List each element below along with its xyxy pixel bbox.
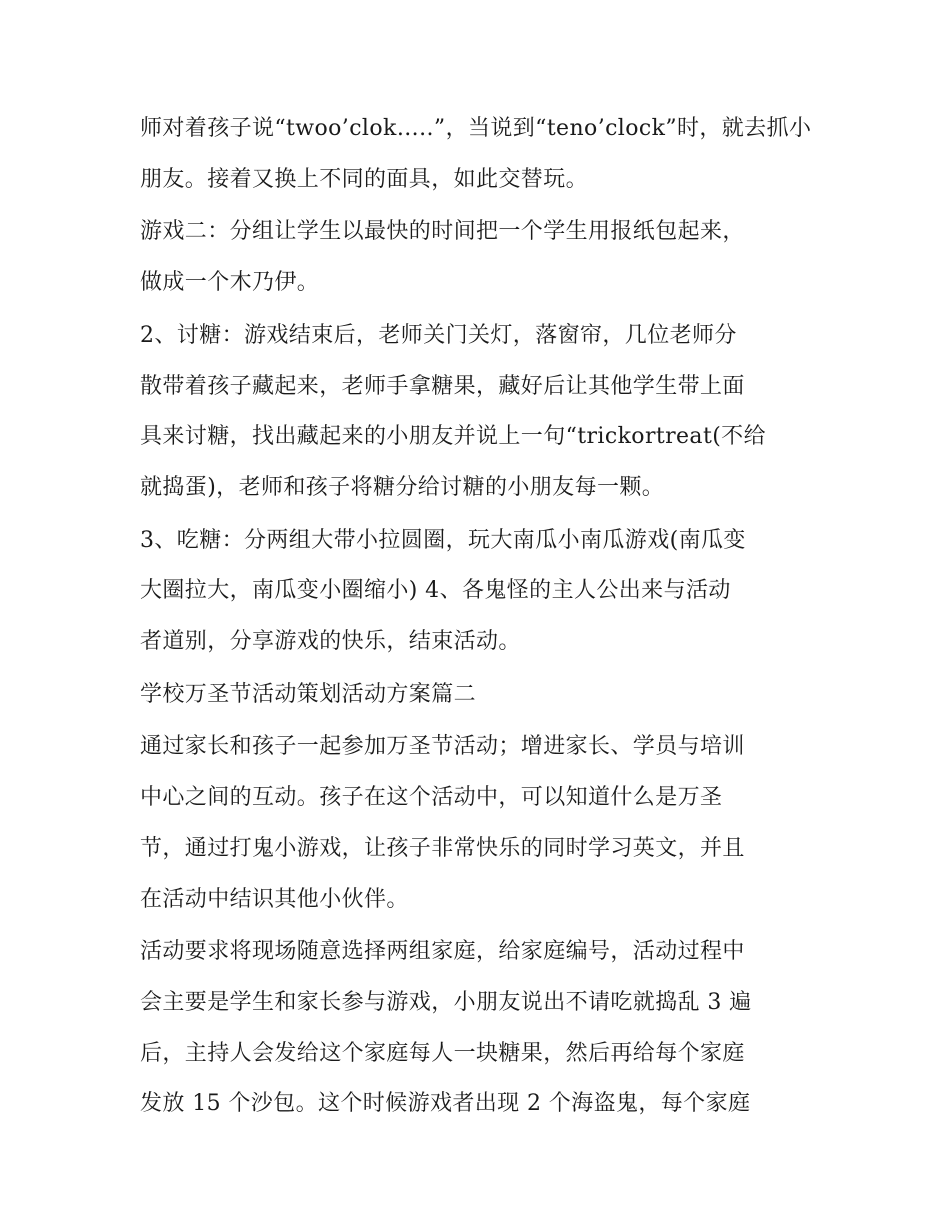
text-line: 在活动中结识其他小伙伴。 [140, 886, 409, 912]
section-heading [140, 670, 820, 721]
text-line: 2、讨糖：游戏结束后，老师关门关灯，落窗帘，几位老师分 [140, 322, 737, 348]
text-line: 者道别，分享游戏的快乐，结束活动。 [140, 629, 521, 655]
document-body [140, 104, 820, 1132]
text-line: 朋友。接着又换上不同的面具，如此交替玩。 [140, 166, 589, 192]
text-line: 散带着孩子藏起来，老师手拿糖果，藏好后让其他学生带上面 [140, 373, 745, 399]
paragraph-trick-or-treat [140, 311, 820, 514]
paragraph-purpose [140, 722, 820, 925]
paragraph-game-one-continued [140, 104, 820, 205]
section-title: 学校万圣节活动策划活动方案篇二 [140, 681, 477, 707]
text-line: 师对着孩子说“twoo’clok…..”，当说到“teno’clock”时，就去抓小 [140, 116, 812, 141]
text-line: 中心之间的互动。孩子在这个活动中，可以知道什么是万圣 [140, 785, 723, 811]
text-line: 会主要是学生和家长参与游戏，小朋友说出不请吃就捣乱 3 遍 [140, 989, 752, 1015]
text-line: 通过家长和孩子一起参加万圣节活动；增进家长、学员与培训 [140, 734, 745, 760]
text-line: 发放 15 个沙包。这个时候游戏者出现 2 个海盗鬼，每个家庭 [140, 1091, 751, 1117]
text-line: 具来讨糖，找出藏起来的小朋友并说上一句“trickortreat(不给 [140, 424, 766, 450]
text-line: 节，通过打鬼小游戏，让孩子非常快乐的同时学习英文，并且 [140, 835, 745, 861]
paragraph-game-two [140, 207, 820, 308]
text-line: 活动要求将现场随意选择两组家庭，给家庭编号，活动过程中 [140, 939, 745, 965]
paragraph-eat-candy [140, 516, 820, 668]
text-line: 3、吃糖：分两组大带小拉圆圈，玩大南瓜小南瓜游戏(南瓜变 [140, 527, 746, 553]
text-line: 游戏二：分组让学生以最快的时间把一个学生用报纸包起来， [140, 219, 745, 245]
paragraph-activity-requirements [140, 927, 820, 1130]
text-line: 就捣蛋)，老师和孩子将糖分给讨糖的小朋友每一颗。 [140, 474, 665, 500]
text-line: 后，主持人会发给这个家庭每人一块糖果，然后再给每个家庭 [140, 1040, 745, 1066]
text-line: 大圈拉大，南瓜变小圈缩小) 4、各鬼怪的主人公出来与活动 [140, 578, 731, 604]
text-line: 做成一个木乃伊。 [140, 270, 320, 296]
